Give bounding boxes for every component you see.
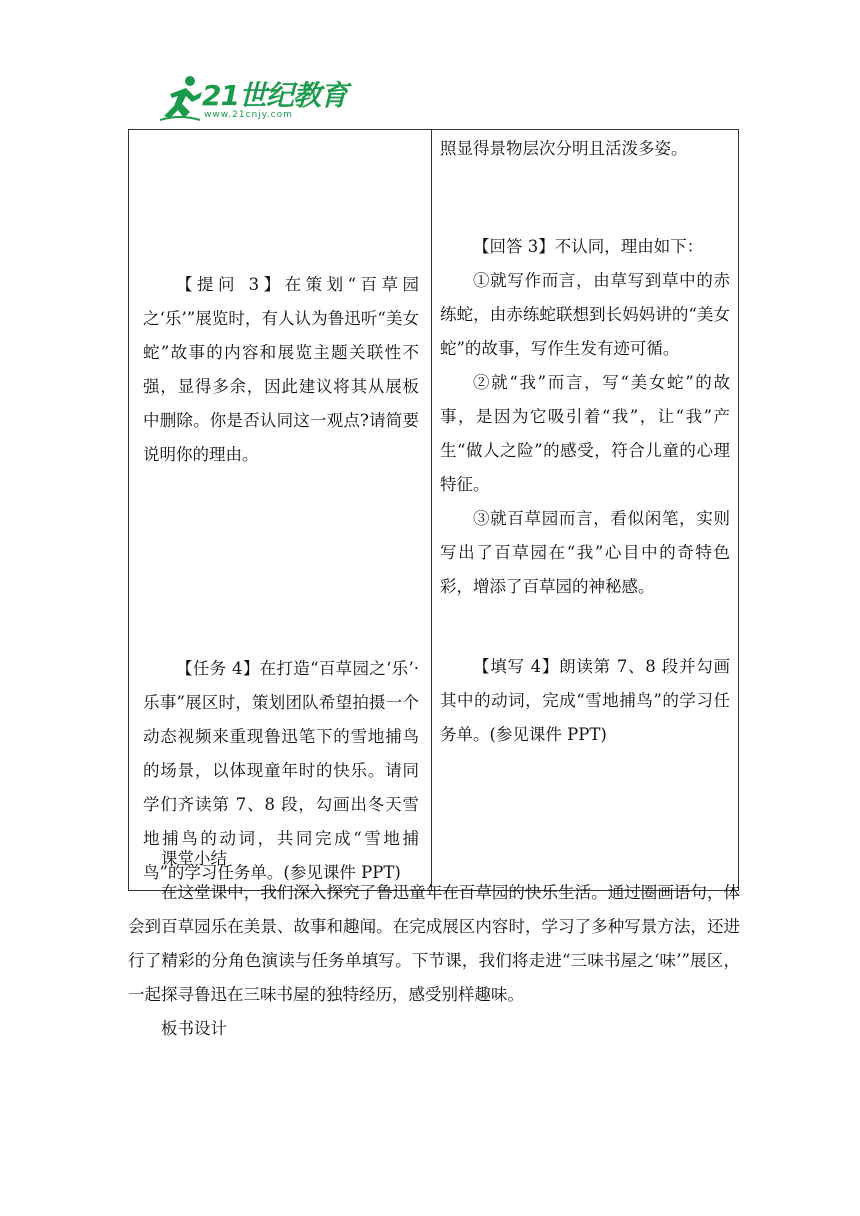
site-logo <box>160 72 360 128</box>
board-heading: 板书设计 <box>161 1019 227 1038</box>
table-cell-right <box>432 130 739 891</box>
summary-heading: 课堂小结 <box>161 849 227 868</box>
answer-3-point-2: ②就“我”而言，写“美女蛇”的故事，是因为它吸引着“我”，让“我”产生“做人之险”的感受，符合儿童的心理特征。 <box>440 373 730 494</box>
answer-3-point-3: ③就百草园而言，看似闲笔，实则写出了百草园在“我”心目中的奇特色彩，增添了百草园的神秘感。 <box>440 509 730 596</box>
summary-body: 在这堂课中，我们深入探究了鲁迅童年在百草园的快乐生活。通过圈画语句，体会到百草园乐在美景、故事和趣闻。在完成展区内容时，学习了多种写景方法，还进行了精彩的分角色演读与任务单填写。下节课，我们将走进“三味书屋之‘味’”展区，一起探寻鲁迅在三味书屋的独特经历，感受别样趣味。 <box>128 883 740 1004</box>
question-3-text: 【提问 3】在策划“百草园之‘乐’”展览时，有人认为鲁迅听“美女蛇”故事的内容和展览主题关联性不强，显得多余，因此建议将其从展板中删除。你是否认同这一观点?请简要说明你的理由。 <box>143 275 419 464</box>
runner-icon <box>160 74 204 122</box>
logo-brand-text: 21世纪教育 <box>202 79 347 112</box>
answer-2-tail-text: 照显得景物层次分明且活泼多姿。 <box>440 139 688 158</box>
answer-3-title: 【回答 3】不认同，理由如下： <box>473 237 704 256</box>
logo-url-text: www.21cnjy.com <box>204 110 293 120</box>
table-row <box>129 130 739 891</box>
fill-4-text: 【填写 4】朗读第 7、8 段并勾画其中的动词，完成“雪地捕鸟”的学习任务单。(参见课件 PPT) <box>440 657 730 744</box>
answer-3-point-1: ①就写作而言，由草写到草中的赤练蛇，由赤练蛇联想到长妈妈讲的“美女蛇”的故事，写作生发有迹可循。 <box>440 271 730 358</box>
lesson-table <box>128 129 739 891</box>
after-table-content <box>128 842 740 1046</box>
table-cell-left <box>129 130 432 891</box>
task-4-text: 【任务 4】在打造“百草园之‘乐’·乐事”展区时，策划团队希望拍摄一个动态视频来重现鲁迅笔下的雪地捕鸟的场景，以体现童年时的快乐。请同学们齐读第 7、8 段，勾画出冬天雪地捕鸟的动词，共同完成“雪地捕鸟”的学习任务单。(参见课件 PPT) <box>143 659 419 882</box>
